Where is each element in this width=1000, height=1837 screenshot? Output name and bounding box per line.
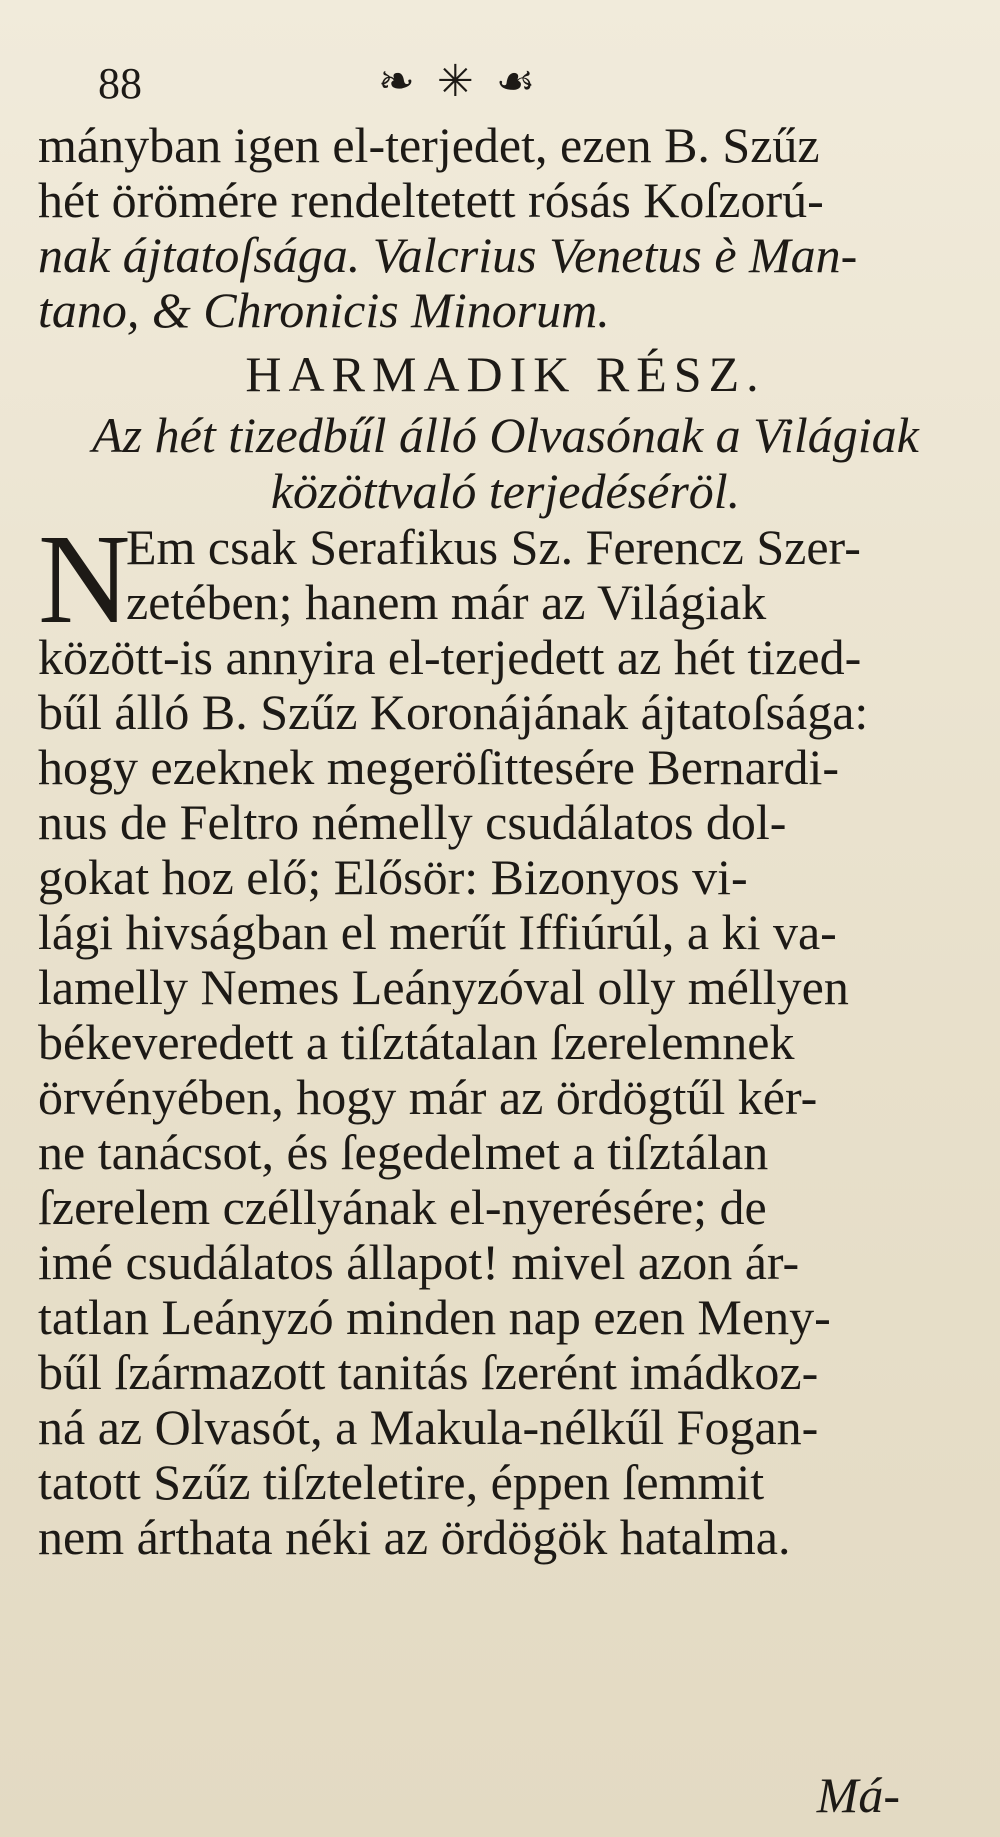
text-line: tatlan Leányzó minden nap ezen Meny- xyxy=(38,1289,831,1345)
text-line: ſzerelem czéllyának el-nyerésére; de xyxy=(38,1179,767,1235)
drop-cap: N xyxy=(38,508,131,650)
header-ornament-icon: ❧ ✳ ☙ xyxy=(378,56,540,107)
text-line: között-is annyira el-terjedett az hét tized- xyxy=(38,629,862,685)
text-line: nem árthata néki az ördögök hatalma. xyxy=(38,1509,791,1565)
text-line: bűl álló B. Szűz Koronájának ájtatoſsága: xyxy=(38,684,869,740)
text-line: ná az Olvasót, a Makula-nélkűl Fogan- xyxy=(38,1399,819,1455)
text-line: békeveredett a tiſztátalan ſzerelemnek xyxy=(38,1014,795,1070)
subtitle-line: Az hét tizedbűl álló Olvasónak a Világiak xyxy=(92,407,919,463)
text-line: hét örömére rendeltetett rósás Koſzorú- xyxy=(38,172,824,228)
text-line: imé csudálatos állapot! mivel azon ár- xyxy=(38,1234,800,1290)
text-line: mányban igen el-terjedet, ezen B. Szűz xyxy=(38,117,820,173)
text-line: bűl ſzármazott tanitás ſzerént imádkoz- xyxy=(38,1344,819,1400)
text-line: nus de Feltro némelly csudálatos dol- xyxy=(38,794,787,850)
text-line: hogy ezeknek megeröſittesére Bernardi- xyxy=(38,739,840,795)
text-line: tano, & Chronicis Minorum. xyxy=(38,282,610,338)
subtitle-line: közöttvaló terjedéséröl. xyxy=(270,463,741,519)
text-line: lamelly Nemes Leányzóval olly méllyen xyxy=(38,959,849,1015)
text-line: lági hivságban el merűt Iffiúrúl, a ki va- xyxy=(38,904,837,960)
text-line: ne tanácsot, és ſegedelmet a tiſztálan xyxy=(38,1124,769,1180)
section-title: HARMADIK RÉSZ. xyxy=(245,346,766,402)
page-text xyxy=(38,118,973,1565)
text-line: gokat hoz elő; Elősör: Bizonyos vi- xyxy=(38,849,748,905)
text-line: zetében; hanem már az Világiak xyxy=(126,574,767,630)
text-line: Em csak Serafikus Sz. Ferencz Szer- xyxy=(126,519,861,575)
paragraph xyxy=(38,508,973,1565)
page-number: 88 xyxy=(98,59,142,108)
text-line: örvényében, hogy már az ördögtűl kér- xyxy=(38,1069,818,1125)
text-line: tatott Szűz tiſzteletire, éppen ſemmit xyxy=(38,1454,765,1510)
catchword: Má- xyxy=(816,1767,900,1823)
text-line: nak ájtatoſsága. Valcrius Venetus è Man- xyxy=(38,227,858,283)
